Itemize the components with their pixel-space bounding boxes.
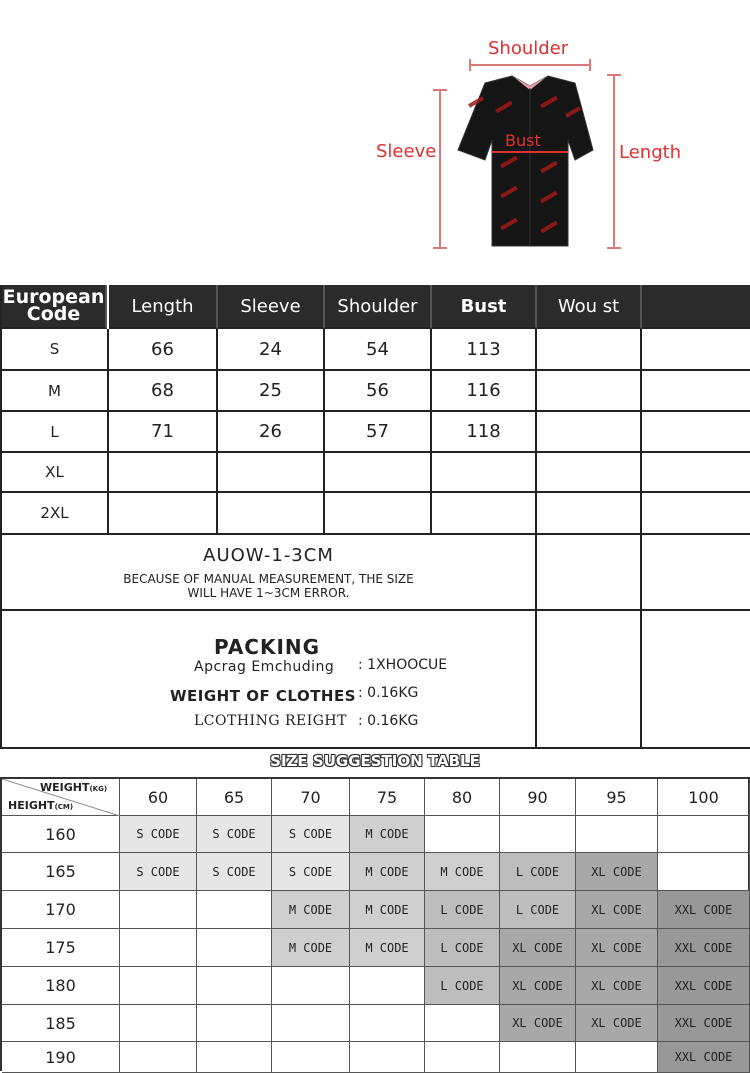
empty-cell bbox=[425, 1005, 500, 1042]
bust-label: Bust bbox=[505, 131, 541, 150]
size-code-cell bbox=[425, 853, 500, 891]
weight-header: 90 bbox=[500, 779, 576, 816]
weight-header: 80 bbox=[425, 779, 500, 816]
packing-item-label: Apcrag Emchuding bbox=[194, 659, 335, 675]
size-value-cell: 113 bbox=[432, 329, 537, 371]
size-value-cell: 54 bbox=[325, 329, 432, 371]
shoulder-dimension-line bbox=[470, 59, 590, 71]
size-value-cell bbox=[537, 371, 642, 412]
size-label-cell: M bbox=[2, 371, 109, 412]
size-code: XL CODE bbox=[591, 1016, 642, 1030]
empty-cell bbox=[350, 1042, 425, 1073]
size-value-cell bbox=[642, 453, 750, 493]
size-code: S CODE bbox=[212, 827, 256, 841]
empty-cell bbox=[350, 1005, 425, 1042]
size-code: L CODE bbox=[440, 940, 484, 955]
size-code-cell bbox=[120, 816, 197, 853]
size-code-cell bbox=[658, 1042, 750, 1073]
length-label: Length bbox=[619, 142, 682, 163]
packing-item-label: WEIGHT OF CLOTHES bbox=[170, 687, 357, 705]
measurement-note bbox=[2, 535, 537, 611]
empty-cell bbox=[500, 816, 576, 853]
corner-diagonal bbox=[2, 779, 120, 816]
size-label-cell: 2XL bbox=[2, 493, 109, 535]
size-code: XL CODE bbox=[591, 978, 642, 993]
size-code: L CODE bbox=[515, 864, 560, 879]
size-value-cell bbox=[537, 493, 642, 535]
weight-header: 95 bbox=[576, 779, 658, 816]
size-code-cell bbox=[500, 853, 576, 891]
empty-cell bbox=[197, 891, 272, 929]
packing-empty-cell bbox=[642, 611, 750, 749]
size-code: XL CODE bbox=[591, 864, 642, 879]
size-code-cell bbox=[425, 929, 500, 967]
size-code-cell bbox=[350, 891, 425, 929]
header-cell-3: Shoulder bbox=[325, 285, 432, 329]
size-value-cell: 57 bbox=[325, 412, 432, 453]
size-code-cell bbox=[272, 853, 350, 891]
size-code: XXL CODE bbox=[674, 978, 733, 993]
empty-cell bbox=[120, 1005, 197, 1042]
empty-cell bbox=[272, 967, 350, 1005]
packing-item-value: : 1XHOOCUE bbox=[358, 657, 448, 673]
shoulder-label: Shoulder bbox=[488, 38, 569, 59]
size-value-cell bbox=[537, 453, 642, 493]
header-cell-1: Length bbox=[109, 285, 218, 329]
shirt-image bbox=[458, 76, 593, 246]
height-label: 175 bbox=[2, 929, 120, 967]
empty-cell bbox=[197, 1042, 272, 1073]
header-cell-0: European Code bbox=[2, 285, 107, 329]
size-value-cell bbox=[218, 453, 325, 493]
height-label: 190 bbox=[2, 1042, 120, 1073]
size-code-cell bbox=[500, 967, 576, 1005]
size-value-cell bbox=[432, 493, 537, 535]
size-code-cell bbox=[576, 929, 658, 967]
size-code: M CODE bbox=[365, 827, 409, 841]
note-line-1: BECAUSE OF MANUAL MEASUREMENT, THE SIZE bbox=[123, 571, 414, 586]
note-empty-cell bbox=[537, 535, 642, 611]
size-code: S CODE bbox=[136, 864, 180, 879]
size-code: XL CODE bbox=[512, 978, 563, 993]
height-label: 170 bbox=[2, 891, 120, 929]
size-code-cell bbox=[658, 929, 750, 967]
header-cell-6 bbox=[642, 285, 750, 329]
size-code-cell bbox=[425, 891, 500, 929]
size-value-cell: 56 bbox=[325, 371, 432, 412]
size-value-cell bbox=[537, 412, 642, 453]
packing-item-label: LCOTHING REIGHT bbox=[194, 713, 347, 729]
size-value-cell bbox=[537, 329, 642, 371]
height-label: 160 bbox=[2, 816, 120, 853]
packing-empty-cell bbox=[537, 611, 642, 749]
weight-height-corner bbox=[2, 779, 120, 816]
size-code: L CODE bbox=[440, 902, 484, 917]
packing-item-value: : 0.16KG bbox=[358, 685, 419, 701]
weight-header: 60 bbox=[120, 779, 197, 816]
empty-cell bbox=[425, 816, 500, 853]
size-value-cell bbox=[109, 493, 218, 535]
size-code: XXL CODE bbox=[674, 940, 733, 955]
packing-item-value: : 0.16KG bbox=[358, 713, 419, 729]
size-code-cell bbox=[576, 1005, 658, 1042]
empty-cell bbox=[272, 1005, 350, 1042]
size-value-cell: 116 bbox=[432, 371, 537, 412]
empty-cell bbox=[197, 967, 272, 1005]
size-code: XXL CODE bbox=[674, 1050, 733, 1064]
weight-header: 75 bbox=[350, 779, 425, 816]
size-value-cell bbox=[325, 493, 432, 535]
size-code: L CODE bbox=[515, 902, 560, 917]
size-code: S CODE bbox=[288, 827, 333, 841]
size-value-cell bbox=[432, 453, 537, 493]
packing-title: PACKING bbox=[214, 635, 321, 659]
size-value-cell bbox=[642, 412, 750, 453]
size-code-cell bbox=[350, 816, 425, 853]
empty-cell bbox=[120, 891, 197, 929]
size-value-cell bbox=[109, 453, 218, 493]
weight-header: 100 bbox=[658, 779, 750, 816]
height-axis-label: HEIGHT bbox=[8, 799, 55, 812]
empty-cell bbox=[197, 929, 272, 967]
size-code-cell bbox=[576, 853, 658, 891]
height-label: 185 bbox=[2, 1005, 120, 1042]
size-value-cell bbox=[642, 371, 750, 412]
size-code-cell bbox=[576, 891, 658, 929]
size-value-cell bbox=[325, 453, 432, 493]
note-line-2: WILL HAVE 1~3CM ERROR. bbox=[187, 585, 350, 600]
sleeve-dimension-line bbox=[433, 90, 447, 248]
size-code: XL CODE bbox=[591, 940, 642, 955]
size-label-cell: S bbox=[2, 329, 109, 371]
size-value-cell: 25 bbox=[218, 371, 325, 412]
weight-header: 65 bbox=[197, 779, 272, 816]
size-value-cell: 26 bbox=[218, 412, 325, 453]
size-code: S CODE bbox=[136, 827, 180, 841]
size-code-cell bbox=[272, 816, 350, 853]
size-code: XXL CODE bbox=[674, 902, 733, 917]
measurement-diagram bbox=[0, 0, 750, 285]
empty-cell bbox=[120, 929, 197, 967]
size-label-cell: L bbox=[2, 412, 109, 453]
height-label: 165 bbox=[2, 853, 120, 891]
size-value-cell: 68 bbox=[109, 371, 218, 412]
size-code: M CODE bbox=[288, 902, 333, 917]
empty-cell bbox=[576, 816, 658, 853]
size-code-cell bbox=[120, 853, 197, 891]
sleeve-label: Sleeve bbox=[376, 141, 437, 162]
size-code: M CODE bbox=[288, 940, 333, 955]
header-cell-5: Wou st bbox=[537, 285, 642, 329]
size-code: M CODE bbox=[365, 902, 409, 917]
size-code-cell bbox=[500, 1005, 576, 1042]
size-code: XL CODE bbox=[512, 1016, 563, 1030]
suggestion-table-title: SIZE SUGGESTION TABLE bbox=[270, 752, 480, 770]
empty-cell bbox=[197, 1005, 272, 1042]
size-code: XXL CODE bbox=[674, 1016, 733, 1030]
empty-cell bbox=[120, 967, 197, 1005]
size-code: L CODE bbox=[440, 978, 484, 993]
size-value-cell: 118 bbox=[432, 412, 537, 453]
empty-cell bbox=[658, 816, 750, 853]
header-cell-4: Bust bbox=[432, 285, 537, 329]
size-code: XL CODE bbox=[591, 902, 642, 917]
header-cell-2: Sleeve bbox=[218, 285, 325, 329]
size-label-cell: XL bbox=[2, 453, 109, 493]
size-code: M CODE bbox=[365, 864, 409, 879]
size-code: M CODE bbox=[440, 864, 484, 879]
size-code-cell bbox=[425, 967, 500, 1005]
size-code: M CODE bbox=[365, 940, 409, 955]
empty-cell bbox=[120, 1042, 197, 1073]
size-value-cell bbox=[642, 493, 750, 535]
note-title: AUOW-1-3CM bbox=[203, 544, 334, 566]
height-label: 180 bbox=[2, 967, 120, 1005]
size-code-cell bbox=[272, 891, 350, 929]
size-code: XL CODE bbox=[512, 940, 563, 955]
weight-header: 70 bbox=[272, 779, 350, 816]
size-code-cell bbox=[272, 929, 350, 967]
empty-cell bbox=[425, 1042, 500, 1073]
height-unit: (CM) bbox=[54, 803, 74, 811]
size-code-cell bbox=[500, 891, 576, 929]
size-code-cell bbox=[197, 853, 272, 891]
size-code-cell bbox=[658, 1005, 750, 1042]
weight-unit: (KG) bbox=[89, 785, 108, 793]
empty-cell bbox=[350, 967, 425, 1005]
size-code-cell bbox=[658, 967, 750, 1005]
weight-axis-label: WEIGHT bbox=[40, 781, 90, 794]
size-code-cell bbox=[350, 929, 425, 967]
size-table bbox=[0, 285, 750, 749]
empty-cell bbox=[272, 1042, 350, 1073]
size-code-cell bbox=[658, 891, 750, 929]
size-code-cell bbox=[197, 816, 272, 853]
size-value-cell: 71 bbox=[109, 412, 218, 453]
size-value-cell bbox=[218, 493, 325, 535]
empty-cell bbox=[500, 1042, 576, 1073]
empty-cell bbox=[658, 853, 750, 891]
size-code: S CODE bbox=[212, 864, 256, 879]
size-suggestion-table bbox=[0, 777, 750, 1071]
size-value-cell bbox=[642, 329, 750, 371]
size-code-cell bbox=[350, 853, 425, 891]
size-code-cell bbox=[500, 929, 576, 967]
packing-info bbox=[2, 611, 537, 749]
note-empty-cell bbox=[642, 535, 750, 611]
size-value-cell: 24 bbox=[218, 329, 325, 371]
size-code-cell bbox=[576, 967, 658, 1005]
empty-cell bbox=[576, 1042, 658, 1073]
size-code: S CODE bbox=[288, 864, 333, 879]
size-value-cell: 66 bbox=[109, 329, 218, 371]
